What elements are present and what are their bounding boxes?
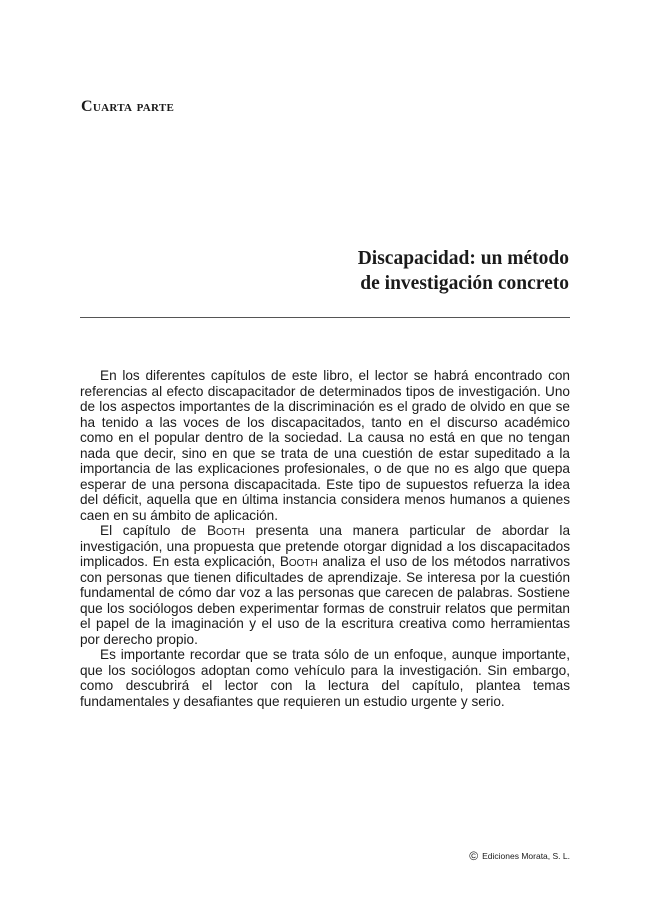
chapter-title-line-2: de investigación concreto — [360, 273, 569, 294]
chapter-title-line-1: Discapacidad: un método — [357, 248, 569, 269]
paragraph-3: Es importante recordar que se trata sólo de un enfoque, aunque importante, que los sociólogos adoptan como vehículo para la investigación. Sin embargo, como descubrirá el lector con la lectura del capítulo, plantea temas fundamentales y desafiantes que requieren un estudio urgente y serio. — [80, 647, 570, 709]
paragraph-2-part-c: analiza el uso de los métodos narrativos con personas que tienen dificultades de aprendizaje. Se interesa por la cuestión fundamental de cómo dar voz a las personas que carecen de palabras. Sostiene que los sociólogos deben experimentar formas de construir relatos que permitan el papel de la imaginación y el uso de la escritura creativa como herramientas por derecho propio. — [80, 554, 570, 647]
paragraph-2-part-a: El capítulo de — [100, 523, 207, 538]
paragraph-1: En los diferentes capítulos de este libro, el lector se habrá encontrado con referencias al efecto discapacitador de determinados tipos de investigación. Uno de los aspectos importantes de la discriminación es el grado de olvido en que se ha tenido a las voces de los discapacitados, tanto en el discurso académico como en el popular dentro de la sociedad. La causa no está en que no tengan nada que decir, sino en que se trata de una cuestión de estar supeditado a la importancia de las explicaciones profesionales, o de que no es algo que quepa esperar de una persona discapacitada. Este tipo de supuestos refuerza la idea del déficit, aquella que en última instancia considera menos humanos a quienes caen en su ámbito de aplicación. — [80, 368, 570, 523]
title-divider — [80, 317, 570, 318]
copyright-icon: © — [469, 849, 479, 863]
chapter-title — [149, 246, 569, 296]
copyright-footer — [469, 850, 570, 862]
body-text — [80, 368, 570, 709]
paragraph-2 — [80, 523, 570, 647]
author-name: Booth — [279, 554, 318, 569]
paragraph-2-part-b: presenta una manera particular de abordar la investigación, una propuesta que pretende otorgar dignidad a los discapacitados implicados. En esta explicación, — [80, 523, 571, 569]
publisher-name: Ediciones Morata, S. L. — [482, 851, 570, 861]
part-label: Cuarta parte — [81, 98, 175, 115]
author-name: Booth — [206, 523, 245, 538]
